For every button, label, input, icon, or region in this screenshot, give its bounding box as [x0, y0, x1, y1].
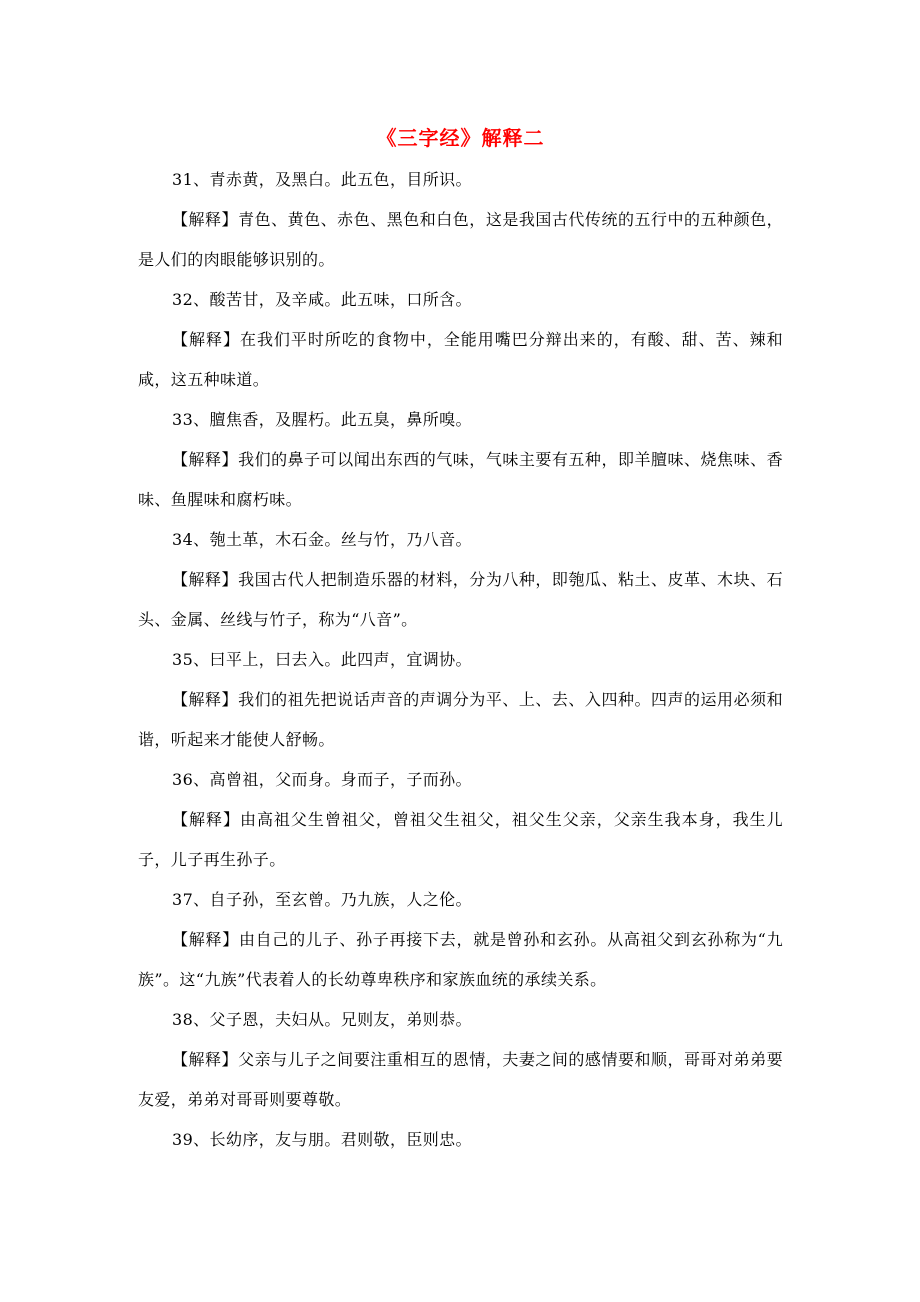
verse-39: 39、长幼序，友与朋。君则敬，臣则忠。: [172, 1130, 472, 1149]
explanation-text: 父亲与儿子之间要注重相互的恩情，夫妻之间的感情要和顺，哥哥对弟弟要友爱，弟弟对哥哥则要尊敬。: [138, 1050, 784, 1109]
explain-label: 【解释】: [172, 1050, 239, 1069]
entry-38: [138, 1000, 783, 1120]
explanation-text: 在我们平时所吃的食物中，全能用嘴巴分辩出来的，有酸、甜、苦、辣和咸，这五种味道。: [138, 330, 783, 389]
entry-37: [138, 880, 783, 1000]
entry-36: [138, 760, 783, 880]
explanation-text: 我们的祖先把说话声音的声调分为平、上、去、入四种。四声的运用必须和谐，听起来才能使人舒畅。: [138, 690, 784, 749]
explanation-36: [138, 800, 783, 880]
entry-34: [138, 520, 783, 640]
explanation-34: [138, 560, 783, 640]
verse-38: 38、父子恩，夫妇从。兄则友，弟则恭。: [172, 1010, 472, 1029]
entry-35: [138, 640, 783, 760]
verse-33: 33、膻焦香，及腥朽。此五臭，鼻所嗅。: [172, 410, 472, 429]
explanation-text: 我国古代人把制造乐器的材料，分为八种，即匏瓜、粘土、皮革、木块、石头、金属、丝线与竹子，称为“八音”。: [138, 570, 784, 629]
verse-34: 34、匏土革，木石金。丝与竹，乃八音。: [172, 530, 472, 549]
explain-label: 【解释】: [172, 330, 240, 349]
explain-label: 【解释】: [172, 690, 239, 709]
explain-label: 【解释】: [172, 570, 239, 589]
verse-35: 35、曰平上，曰去入。此四声，宜调协。: [172, 650, 472, 669]
explanation-text: 我们的鼻子可以闻出东西的气味，气味主要有五种，即羊膻味、烧焦味、香味、鱼腥味和腐朽味。: [138, 450, 784, 509]
entry-32: [138, 280, 783, 400]
explanation-text: 由高祖父生曾祖父，曾祖父生祖父，祖父生父亲，父亲生我本身，我生儿子，儿子再生孙子。: [138, 810, 783, 869]
explanation-31: [138, 200, 783, 280]
document-title: 《三字经》解释二: [376, 126, 545, 150]
explain-label: 【解释】: [172, 450, 239, 469]
entry-39: [138, 1120, 783, 1160]
explanation-35: [138, 680, 783, 760]
entry-33: [138, 400, 783, 520]
explanation-38: [138, 1040, 783, 1120]
explanation-text: 由自己的儿子、孙子再接下去，就是曾孙和玄孙。从高祖父到玄孙称为“九族”。这“九族”代表着人的长幼尊卑秩序和家族血统的承续关系。: [138, 930, 783, 989]
explain-label: 【解释】: [172, 210, 239, 229]
verse-32: 32、酸苦甘，及辛咸。此五味，口所含。: [172, 290, 472, 309]
entry-31: [138, 160, 783, 280]
explain-label: 【解释】: [172, 810, 240, 829]
explanation-text: 青色、黄色、赤色、黑色和白色，这是我国古代传统的五行中的五种颜色，是人们的肉眼能够识别的。: [138, 210, 784, 269]
verse-36: 36、高曾祖，父而身。身而子，子而孙。: [172, 770, 472, 789]
explain-label: 【解释】: [172, 930, 239, 949]
explanation-37: [138, 920, 783, 1000]
explanation-32: [138, 320, 783, 400]
verse-31: 31、青赤黄，及黑白。此五色，目所识。: [172, 170, 472, 189]
explanation-33: [138, 440, 783, 520]
document-page: [138, 120, 783, 1160]
verse-37: 37、自子孙，至玄曾。乃九族，人之伦。: [172, 890, 472, 909]
